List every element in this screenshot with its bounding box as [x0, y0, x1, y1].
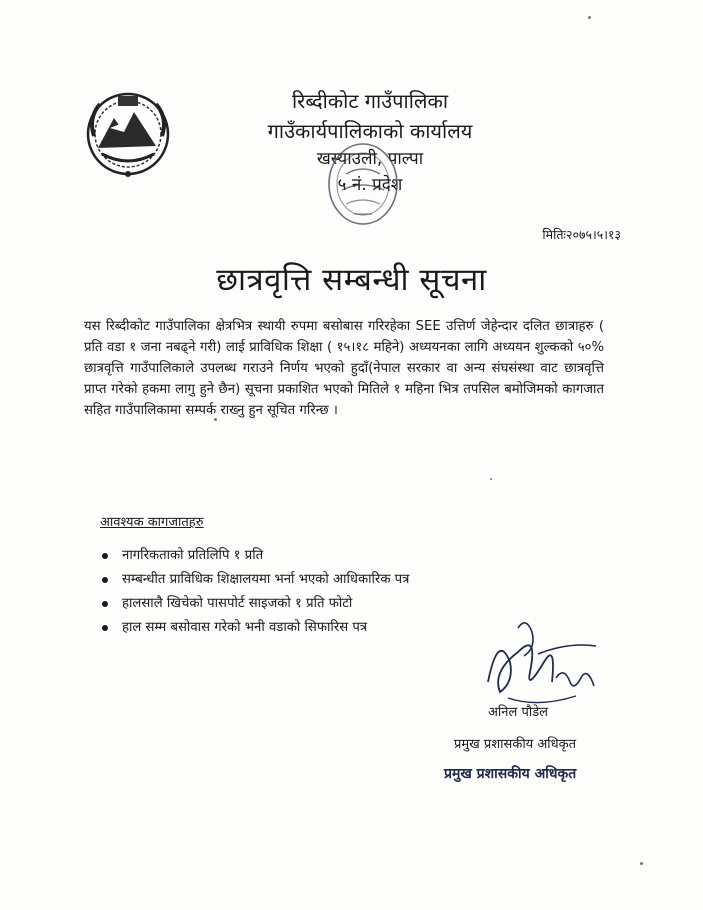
scan-speck	[490, 478, 492, 480]
municipality-name: रिब्दीकोट गाउँपालिका	[291, 89, 449, 113]
bullet-icon	[102, 625, 108, 631]
notice-body: यस रिब्दीकोट गाउँपालिका क्षेत्रभित्र स्थायी रुपमा बसोबास गरिरहेका SEE उत्तिर्ण जेहेन्दार दलित छात्राहरु ( प्रति वडा १ जना नबढ्ने गरी) लाई प्राविधिक शिक्षा ( १५।१८ महिने) अध्ययनका लागि अध्ययन शुल्कको ५०% छात्रवृत्ति गाउँपालिकाले उपलब्ध गराउने निर्णय भएको हुदाँ(नेपाल सरकार वा अन्य संघसंस्था वाट छात्रवृत्ति प्राप्त गरेको हकमा लागु हुने छैन) सूचना प्रकाशित भएको मितिले १ महिना भित्र तपसिल बमोजिमको कागजात सहित गाउँपालिकामा सम्पर्क राख्नु हुन सूचित गरिन्छ ।	[84, 319, 604, 418]
list-item	[100, 544, 409, 568]
list-item-text: सम्बन्धीत प्राविधिक शिक्षालयमा भर्ना भएको आधिकारिक पत्र	[122, 572, 410, 587]
list-item-text: हालसालै खिचेको पासपोर्ट साइजको १ प्रति फोटो	[122, 596, 353, 611]
nepal-emblem-logo	[80, 88, 176, 180]
office-location: खस्याउली, पाल्पा	[316, 149, 424, 169]
province-name: ५ नं. प्रदेश	[337, 175, 403, 195]
signature-mark	[478, 612, 608, 712]
signatory-stamp-title: प्रमुख प्रशासकीय अधिकृत	[444, 766, 577, 782]
office-name: गाउँकार्यपालिकाको कार्यालय	[267, 119, 473, 143]
scan-speck	[214, 418, 217, 421]
bullet-icon	[102, 577, 108, 583]
office-seal-stamp	[318, 134, 408, 234]
bullet-icon	[102, 553, 108, 559]
notice-title: छात्रवृत्ति सम्बन्धी सूचना	[216, 262, 487, 298]
bullet-icon	[102, 601, 108, 607]
list-item-text: नागरिकताको प्रतिलिपि १ प्रति	[122, 548, 264, 563]
list-item	[100, 592, 409, 616]
list-item	[100, 568, 409, 592]
signatory-title: प्रमुख प्रशासकीय अधिकृत	[454, 737, 577, 752]
requirements-list	[100, 544, 409, 640]
requirements-heading: आवश्यक कागजातहरु	[100, 515, 204, 530]
scan-speck	[588, 16, 591, 19]
notice-date: मितिः२०७५।५।१३	[542, 227, 621, 242]
list-item	[100, 616, 409, 640]
signatory-name: अनिल पौडेल	[488, 705, 548, 720]
scan-speck	[640, 862, 643, 865]
list-item-text: हाल सम्म बसोवास गरेको भनी वडाको सिफारिस पत्र	[122, 620, 368, 635]
